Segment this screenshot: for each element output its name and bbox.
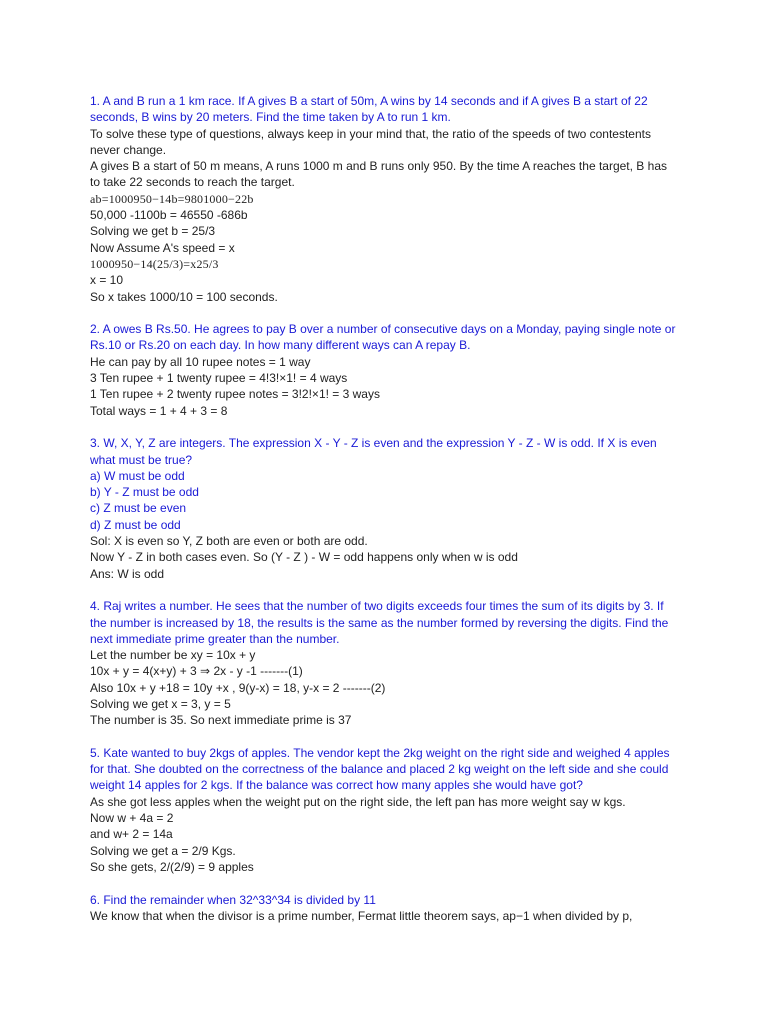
solution-line: never change.: [90, 142, 167, 157]
solution-line: To solve these type of questions, always keep in your mind that, the ratio of the speeds of two contestents: [90, 126, 651, 141]
equation-line: 1000950−14(25/3)=x25/3: [90, 256, 219, 271]
solution-line: He can pay by all 10 rupee notes = 1 way: [90, 354, 311, 369]
solution-line: Total ways = 1 + 4 + 3 = 8: [90, 403, 228, 418]
question-line: 2. A owes B Rs.50. He agrees to pay B over a number of consecutive days on a Monday, paying single note or: [90, 322, 676, 337]
solution-line: Now w + 4a = 2: [90, 811, 174, 826]
solution-line: A gives B a start of 50 m means, A runs 1000 m and B runs only 950. By the time A reaches the target, B has: [90, 159, 667, 174]
question-line: for that. She doubted on the correctness of the balance and placed 2 kg weight on the left side and she could: [90, 762, 669, 777]
solution-line: Let the number be xy = 10x + y: [90, 648, 256, 663]
question-line: weight 14 apples for 2 kgs. If the balance was correct how many apples she would have got?: [90, 778, 583, 793]
solution-line: Solving we get b = 25/3: [90, 224, 216, 239]
solution-line: The number is 35. So next immediate prime is 37: [90, 713, 352, 728]
paragraph-spacer: [90, 419, 690, 435]
question-line: Rs.10 or Rs.20 on each day. In how many different ways can A repay B.: [90, 338, 471, 353]
solution-line: 50,000 -1100b = 46550 -686b: [90, 208, 248, 223]
question-line: 5. Kate wanted to buy 2kgs of apples. The vendor kept the 2kg weight on the right side and weighed 4 apples: [90, 745, 670, 760]
paragraph-spacer: [90, 875, 690, 891]
question-line: 3. W, X, Y, Z are integers. The expression X - Y - Z is even and the expression Y - Z - W is odd. If X is even: [90, 436, 657, 451]
question-line: 6. Find the remainder when 32^33^34 is divided by 11: [90, 892, 376, 907]
question-line: c) Z must be even: [90, 501, 187, 516]
solution-line: x = 10: [90, 273, 124, 288]
question-line: seconds, B wins by 20 meters. Find the time taken by A to run 1 km.: [90, 110, 451, 125]
solution-line: and w+ 2 = 14a: [90, 827, 173, 842]
solution-line: As she got less apples when the weight put on the right side, the left pan has more weight say w kgs.: [90, 794, 626, 809]
paragraph-spacer: [90, 305, 690, 321]
solution-line: Now Assume A's speed = x: [90, 240, 235, 255]
solution-line: Sol: X is even so Y, Z both are even or both are odd.: [90, 534, 368, 549]
question-line: a) W must be odd: [90, 468, 185, 483]
question-line: what must be true?: [90, 452, 193, 467]
solution-line: So x takes 1000/10 = 100 seconds.: [90, 289, 278, 304]
solution-line: 1 Ten rupee + 2 twenty rupee notes = 3!2!×1! = 3 ways: [90, 387, 380, 402]
question-line: 4. Raj writes a number. He sees that the number of two digits exceeds four times the sum of its digits by 3. If: [90, 599, 664, 614]
question-line: next immediate prime greater than the number.: [90, 631, 340, 646]
question-line: the number is increased by 18, the results is the same as the number formed by reversing the digits. Find the: [90, 615, 669, 630]
solution-line: Solving we get x = 3, y = 5: [90, 696, 231, 711]
document-text: [90, 93, 690, 924]
solution-line: So she gets, 2/(2/9) = 9 apples: [90, 859, 254, 874]
question-line: b) Y - Z must be odd: [90, 485, 199, 500]
question-line: d) Z must be odd: [90, 517, 181, 532]
solution-line: Solving we get a = 2/9 Kgs.: [90, 843, 236, 858]
solution-line: 3 Ten rupee + 1 twenty rupee = 4!3!×1! = 4 ways: [90, 371, 348, 386]
solution-line: We know that when the divisor is a prime number, Fermat little theorem says, ap−1 when divided by p,: [90, 908, 633, 923]
paragraph-spacer: [90, 582, 690, 598]
solution-line: Also 10x + y +18 = 10y +x , 9(y-x) = 18, y-x = 2 -------(2): [90, 680, 386, 695]
solution-line: Now Y - Z in both cases even. So (Y - Z ) - W = odd happens only when w is odd: [90, 550, 518, 565]
paragraph-spacer: [90, 729, 690, 745]
equation-line: ab=1000950−14b=9801000−22b: [90, 191, 254, 206]
question-line: 1. A and B run a 1 km race. If A gives B a start of 50m, A wins by 14 seconds and if A gives B a start of 22: [90, 94, 648, 108]
solution-line: Ans: W is odd: [90, 566, 165, 581]
solution-line: 10x + y = 4(x+y) + 3 ⇒ 2x - y -1 -------(1): [90, 664, 303, 679]
solution-line: to take 22 seconds to reach the target.: [90, 175, 295, 190]
